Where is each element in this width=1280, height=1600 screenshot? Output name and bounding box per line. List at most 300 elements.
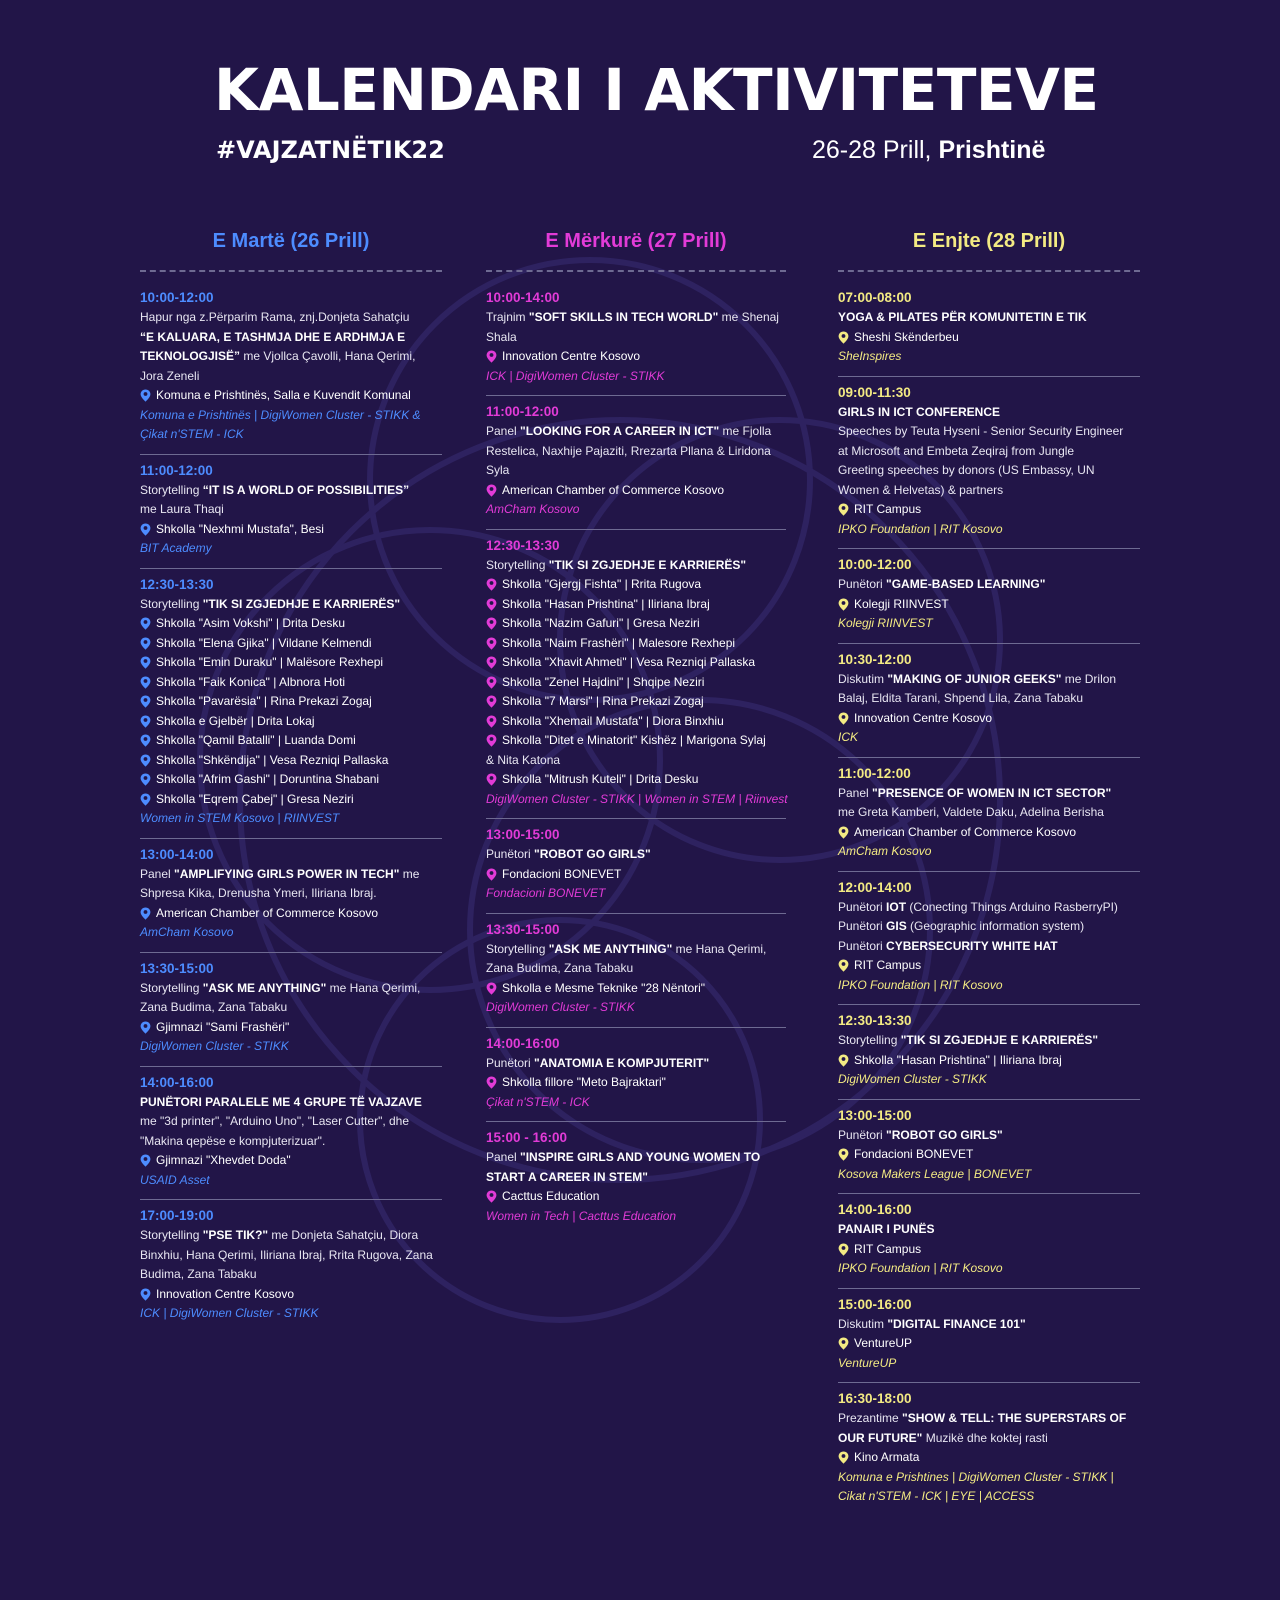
location-pin-icon [140, 656, 151, 669]
dashed-divider [140, 270, 442, 272]
event-time: 13:30-15:00 [140, 960, 214, 976]
event-description: Prezantime "SHOW & TELL: THE SUPERSTARS OF [838, 1411, 1127, 1425]
event-item [140, 1067, 442, 1201]
location-pin-icon [838, 712, 849, 725]
event-description: Speeches by Teuta Hyseni - Senior Security Engineer [838, 424, 1124, 438]
event-time: 14:00-16:00 [838, 1202, 912, 1217]
event-organizer: Komuna e Prishtinës | DigiWomen Cluster - STIKK & [140, 407, 421, 422]
bold-text: "TIK SI ZGJEDHJE E KARRIERËS" [202, 596, 401, 611]
location-text: Shkolla "Zenel Hajdini" | Shqipe Neziri [502, 674, 705, 689]
location [140, 770, 442, 790]
event-description: Shala [486, 329, 517, 344]
event-description: at Microsoft and Embeta Zeqiraj from Jungle [838, 443, 1075, 458]
location-text: Shkolla "Hasan Prishtina" | Iliriana Ibraj [502, 596, 710, 611]
location [838, 328, 1140, 348]
event-item [838, 1383, 1140, 1516]
location [486, 979, 786, 999]
event-organizer: Çikat n'STEM - ICK [140, 427, 244, 441]
event-description: Women & Helvetas) & partners [838, 482, 1004, 497]
event-organizer: IPKO Foundation | RIT Kosovo [838, 521, 1003, 536]
page-title: KALENDARI I AKTIVITETEVE [214, 56, 1099, 124]
event-time: 12:30-13:30 [486, 537, 560, 553]
location [838, 500, 1140, 520]
location-pin-icon [140, 676, 151, 689]
location-pin-icon [486, 773, 497, 786]
event-description: me Greta Kamberi, Valdete Daku, Adelina Berisha [838, 805, 1104, 819]
event-item [838, 644, 1140, 758]
event-organizer: AmCham Kosovo [838, 844, 932, 858]
location [486, 1073, 786, 1093]
dates-city: Prishtinë [938, 136, 1046, 164]
location-pin-icon [838, 826, 849, 839]
location-text: Kolegji RIINVEST [854, 596, 949, 611]
location [140, 634, 442, 654]
event-time: 09:00-11:30 [838, 384, 911, 400]
location-text: Kino Armata [854, 1450, 920, 1464]
bold-text: "ASK ME ANYTHING" [548, 941, 673, 956]
event-organizer: Kosova Makers League | BONEVET [838, 1166, 1032, 1181]
event-item [838, 872, 1140, 1006]
dashed-divider [838, 270, 1140, 272]
location-pin-icon [486, 578, 497, 591]
bold-text: TEKNOLOGJISË” [140, 349, 241, 363]
event-description: Binxhiu, Hana Qerimi, Iliriana Ibraj, Rrita Rugova, Zana [140, 1247, 433, 1262]
bold-text: CYBERSECURITY WHITE HAT [886, 938, 1058, 953]
event-item [838, 377, 1140, 550]
location-text: RIT Campus [854, 502, 922, 516]
event-description: Greeting speeches by donors (US Embassy, UN [838, 463, 1095, 477]
bold-text: IOT [886, 899, 907, 914]
location [140, 751, 442, 771]
location-text: Shkolla e Gjelbër | Drita Lokaj [156, 713, 315, 728]
bold-text: "INSPIRE GIRLS AND YOUNG WOMEN TO [520, 1150, 761, 1164]
event-description: Restelica, Naxhije Pajaziti, Rrezarta Pllana & Liridona [486, 443, 771, 458]
event-time: 10:30-12:00 [838, 651, 912, 667]
location-pin-icon [140, 389, 151, 402]
bold-text: "DIGITAL FINANCE 101" [887, 1316, 1026, 1331]
location-text: Innovation Centre Kosovo [854, 710, 993, 725]
event-description: Budima, Zana Tabaku [140, 1267, 257, 1281]
event-item [486, 1028, 786, 1123]
event-time: 11:00-12:00 [486, 404, 559, 419]
event-description: Punëtori "ROBOT GO GIRLS" [838, 1127, 1003, 1142]
location-text: Cacttus Education [502, 1189, 600, 1203]
event-item [838, 758, 1140, 872]
event-time: 15:00 - 16:00 [486, 1130, 568, 1145]
location [486, 770, 786, 790]
event-item [838, 549, 1140, 644]
event-organizer: AmCham Kosovo [140, 925, 234, 939]
event-organizer: Cikat n'STEM - ICK | EYE | ACCESS [838, 1489, 1035, 1503]
location [140, 653, 442, 673]
location-text: Shkolla "Nexhmi Mustafa", Besi [156, 521, 324, 536]
bold-text: OUR FUTURE" [838, 1430, 923, 1445]
location-text: Shkolla "Shkëndija" | Vesa Rezniqi Pallaska [156, 752, 389, 767]
bold-text: "TIK SI ZGJEDHJE E KARRIERËS" [900, 1033, 1099, 1047]
location-pin-icon [486, 734, 497, 747]
event-description: me Laura Thaqi [140, 502, 224, 516]
location-text: Komuna e Prishtinës, Salla e Kuvendit Komunal [156, 388, 411, 402]
location-text: Shkolla "Faik Konica" | Albnora Hoti [156, 674, 346, 689]
location-text: Shkolla "7 Marsi" | Rina Prekazi Zogaj [502, 694, 704, 708]
location [140, 712, 442, 732]
location [838, 1448, 1140, 1468]
day-column-wednesday [486, 230, 786, 1235]
bold-text: “E KALUARA, E TASHMJA DHE E ARDHMJA E [140, 329, 406, 344]
event-time: 15:00-16:00 [838, 1296, 912, 1312]
location [486, 731, 786, 751]
event-item [486, 282, 786, 396]
event-description: Shpresa Kika, Drenusha Ymeri, Iliriana Ibraj. [140, 886, 377, 900]
location-pin-icon [838, 1148, 849, 1161]
event-time: 12:30-13:30 [838, 1013, 912, 1028]
location [140, 673, 442, 693]
bold-text: YOGA & PILATES PËR KOMUNITETIN E TIK [838, 310, 1087, 324]
bold-text: GIS [886, 919, 907, 933]
event-item [838, 1100, 1140, 1195]
event-organizer: ICK | DigiWomen Cluster - STIKK [486, 368, 665, 383]
event-item [838, 1289, 1140, 1384]
location [140, 790, 442, 810]
location-pin-icon [486, 484, 497, 497]
location-pin-icon [486, 598, 497, 611]
location [140, 1285, 442, 1305]
event-item [140, 282, 442, 455]
location-pin-icon [140, 1021, 151, 1034]
event-description: Panel "PRESENCE OF WOMEN IN ICT SECTOR" [838, 785, 1112, 800]
location [838, 1051, 1140, 1071]
event-description: Punëtori "ROBOT GO GIRLS" [486, 847, 651, 861]
location-pin-icon [838, 959, 849, 972]
location [140, 1151, 442, 1171]
event-organizer: IPKO Foundation | RIT Kosovo [838, 1261, 1003, 1275]
location [486, 614, 786, 634]
event-item [140, 953, 442, 1067]
event-organizer: IPKO Foundation | RIT Kosovo [838, 977, 1003, 992]
location-text: American Chamber of Commerce Kosovo [156, 905, 379, 920]
location-text: Fondacioni BONEVET [854, 1147, 974, 1161]
event-dates [812, 136, 1045, 165]
location-text: Innovation Centre Kosovo [502, 349, 641, 363]
day-column-tuesday [140, 230, 442, 1333]
event-item [140, 455, 442, 569]
event-description: Hapur nga z.Përparim Rama, znj.Donjeta Sahatçiu [140, 310, 410, 324]
event-time: 13:00-15:00 [486, 827, 560, 842]
event-organizer: DigiWomen Cluster - STIKK [486, 1000, 635, 1014]
location [838, 595, 1140, 615]
location [486, 1187, 786, 1207]
location-pin-icon [486, 350, 497, 363]
location [486, 595, 786, 615]
location [486, 673, 786, 693]
location [838, 1334, 1140, 1354]
bold-text: GIRLS IN ICT CONFERENCE [838, 404, 1001, 419]
event-item [140, 839, 442, 953]
location-pin-icon [838, 1243, 849, 1256]
location-pin-icon [486, 982, 497, 995]
location-text: Shkolla fillore "Meto Bajraktari" [502, 1075, 666, 1089]
location-text: Shkolla e Mesme Teknike "28 Nëntori" [502, 980, 706, 995]
event-description: Punëtori CYBERSECURITY WHITE HAT [838, 938, 1058, 953]
bold-text: "PRESENCE OF WOMEN IN ICT SECTOR" [872, 785, 1112, 800]
location-text: Shkolla "Nazim Gafuri" | Gresa Neziri [502, 616, 700, 630]
location-text: Shkolla "Qamil Batalli" | Luanda Domi [156, 733, 356, 747]
location-pin-icon [140, 523, 151, 536]
event-organizer: DigiWomen Cluster - STIKK | Women in STEM | Riinvest [486, 791, 788, 806]
location-pin-icon [140, 734, 151, 747]
location-text: Shkolla "Pavarësia" | Rina Prekazi Zogaj [156, 694, 372, 708]
event-item [838, 1005, 1140, 1100]
location [838, 1145, 1140, 1165]
dates-range: 26-28 Prill, [812, 136, 939, 164]
event-description: Panel "LOOKING FOR A CAREER IN ICT" me Fjolla [486, 424, 772, 438]
event-description: Panel "AMPLIFYING GIRLS POWER IN TECH" me [140, 866, 420, 881]
event-time: 07:00-08:00 [838, 290, 912, 305]
event-time: 14:00-16:00 [486, 1035, 560, 1051]
bold-text: PUNËTORI PARALELE ME 4 GRUPE TË VAJZAVE [140, 1094, 422, 1109]
location-pin-icon [486, 1190, 497, 1203]
event-item [486, 1122, 786, 1235]
bold-text: PANAIR I PUNËS [838, 1222, 935, 1236]
event-organizer: Women in STEM Kosovo | RIINVEST [140, 811, 340, 825]
event-time: 16:30-18:00 [838, 1391, 912, 1406]
day-column-thursday [838, 230, 1140, 1516]
event-organizer: AmCham Kosovo [486, 502, 580, 516]
bold-text: START A CAREER IN STEM" [486, 1169, 648, 1184]
location-pin-icon [140, 715, 151, 728]
event-organizer: Kolegji RIINVEST [838, 616, 933, 630]
event-description [838, 403, 1140, 423]
bold-text: "ASK ME ANYTHING" [202, 980, 327, 995]
location-text: Shkolla "Asim Vokshi" | Drita Desku [156, 616, 346, 630]
event-description: Storytelling "TIK SI ZGJEDHJE E KARRIERËS" [140, 596, 401, 611]
location [140, 731, 442, 751]
day-title: E Martë (26 Prill) [212, 230, 370, 252]
location-text: RIT Campus [854, 958, 922, 972]
day-title: E Enjte (28 Prill) [912, 230, 1066, 252]
location-text: Shkolla "Elena Gjika" | Vildane Kelmendi [156, 635, 372, 650]
event-description [140, 328, 442, 348]
event-description: Punëtori "GAME-BASED LEARNING" [838, 577, 1046, 591]
event-description [140, 1093, 442, 1113]
event-organizer: ICK [838, 730, 859, 744]
location-pin-icon [140, 793, 151, 806]
location-text: American Chamber of Commerce Kosovo [502, 482, 725, 497]
location-text: American Chamber of Commerce Kosovo [854, 824, 1077, 839]
location-text: Shkolla "Afrim Gashi" | Doruntina Shabani [156, 772, 380, 786]
location-text: Shkolla "Emin Duraku" | Malësore Rexhepi [156, 655, 384, 669]
event-item [838, 282, 1140, 377]
event-time: 10:00-12:00 [140, 290, 214, 305]
location [838, 823, 1140, 843]
event-description: Storytelling “IT IS A WORLD OF POSSIBILITIES” [140, 482, 410, 497]
location-pin-icon [486, 1076, 497, 1089]
bold-text: “IT IS A WORLD OF POSSIBILITIES” [202, 482, 410, 497]
location-text: Shkolla "Gjergj Fishta" | Rrita Rugova [502, 577, 702, 591]
event-time: 12:30-13:30 [140, 576, 214, 592]
event-description: Punëtori GIS (Geographic information system) [838, 919, 1085, 933]
bold-text: "ROBOT GO GIRLS" [534, 847, 651, 861]
location-pin-icon [486, 617, 497, 630]
location-pin-icon [140, 907, 151, 920]
location-pin-icon [140, 637, 151, 650]
bold-text: "MAKING OF JUNIOR GEEKS" [887, 671, 1062, 686]
location-text: Shkolla "Xhavit Ahmeti" | Vesa Rezniqi Pallaska [502, 655, 756, 669]
event-description: Storytelling "TIK SI ZGJEDHJE E KARRIERËS" [486, 557, 747, 572]
event-time: 13:00-14:00 [140, 846, 214, 862]
event-time: 12:00-14:00 [838, 879, 912, 895]
bold-text: "PSE TIK?" [202, 1228, 269, 1242]
bold-text: "AMPLIFYING GIRLS POWER IN TECH" [174, 866, 400, 881]
hashtag: #VAJZATNËTIK22 [216, 136, 445, 164]
event-description: & Nita Katona [486, 752, 561, 767]
location [486, 865, 786, 885]
location-pin-icon [486, 695, 497, 708]
event-time: 11:00-12:00 [838, 765, 911, 781]
location [486, 575, 786, 595]
event-time: 17:00-19:00 [140, 1208, 214, 1223]
location-text: VentureUP [854, 1336, 913, 1350]
location-text: Shkolla "Hasan Prishtina" | Iliriana Ibraj [854, 1052, 1062, 1067]
event-organizer: DigiWomen Cluster - STIKK [838, 1072, 987, 1086]
event-organizer: Çikat n'STEM - ICK [486, 1094, 590, 1109]
event-description: OUR FUTURE" Muzikë dhe koktej rasti [838, 1430, 1048, 1445]
event-organizer: SheInspires [838, 349, 902, 363]
location [838, 709, 1140, 729]
event-item [486, 530, 786, 820]
location-pin-icon [486, 637, 497, 650]
event-description [486, 1168, 786, 1188]
bold-text: "SOFT SKILLS IN TECH WORLD" [528, 310, 719, 324]
location-text: Shkolla "Xhemail Mustafa" | Diora Binxhiu [502, 713, 724, 728]
event-time: 14:00-16:00 [140, 1074, 214, 1090]
event-item [838, 1194, 1140, 1289]
event-description: Diskutim "DIGITAL FINANCE 101" [838, 1316, 1026, 1331]
bold-text: "ROBOT GO GIRLS" [886, 1127, 1003, 1142]
event-item [486, 914, 786, 1028]
event-description: Panel "INSPIRE GIRLS AND YOUNG WOMEN TO [486, 1150, 761, 1164]
event-item [140, 569, 442, 839]
event-organizer: DigiWomen Cluster - STIKK [140, 1039, 289, 1053]
location-pin-icon [838, 331, 849, 344]
event-organizer: Komuna e Prishtines | DigiWomen Cluster - STIKK | [838, 1469, 1114, 1484]
event-description [838, 1220, 1140, 1240]
location-pin-icon [140, 773, 151, 786]
location-pin-icon [838, 1451, 849, 1464]
event-description: Balaj, Eldita Tarani, Shpend Lila, Zana Tabaku [838, 691, 1084, 705]
event-organizer: VentureUP [838, 1355, 897, 1370]
event-description [838, 308, 1140, 328]
event-time: 11:00-12:00 [140, 462, 213, 478]
event-description: Syla [486, 463, 510, 477]
location-text: Shkolla "Naim Frashëri" | Malesore Rexhepi [502, 635, 736, 650]
location [838, 1240, 1140, 1260]
location-pin-icon [140, 617, 151, 630]
day-title: E Mërkurë (27 Prill) [545, 230, 727, 252]
event-description: Storytelling "ASK ME ANYTHING" me Hana Qerimi, [140, 980, 421, 995]
bold-text: "ANATOMIA E KOMPJUTERIT" [534, 1055, 710, 1070]
dashed-divider [486, 270, 786, 272]
location-text: Sheshi Skënderbeu [854, 329, 959, 344]
location-pin-icon [140, 695, 151, 708]
location-text: RIT Campus [854, 1241, 922, 1256]
event-description: me "3d printer", "Arduino Uno", "Laser Cutter", dhe [140, 1114, 410, 1128]
location-text: Gjimnazi "Xhevdet Doda" [156, 1153, 291, 1167]
event-description: Jora Zeneli [140, 368, 200, 383]
location-text: Shkolla "Mitrush Kuteli" | Drita Desku [502, 772, 699, 786]
location-text: Fondacioni BONEVET [502, 866, 622, 881]
event-description: Storytelling "TIK SI ZGJEDHJE E KARRIERËS" [838, 1033, 1099, 1047]
event-organizer: Fondacioni BONEVET [486, 886, 606, 900]
event-description: Zana Budima, Zana Tabaku [140, 1000, 288, 1014]
event-description: Diskutim "MAKING OF JUNIOR GEEKS" me Drilon [838, 671, 1117, 686]
event-time: 13:30-15:00 [486, 921, 560, 937]
location-pin-icon [838, 1337, 849, 1350]
location-pin-icon [140, 754, 151, 767]
location-text: Shkolla "Eqrem Çabej" | Gresa Neziri [156, 791, 354, 806]
event-description: TEKNOLOGJISË” me Vjollca Çavolli, Hana Qerimi, [140, 349, 416, 363]
event-list [486, 282, 786, 1235]
location-pin-icon [838, 503, 849, 516]
location [140, 1018, 442, 1038]
event-description: Punëtori "ANATOMIA E KOMPJUTERIT" [486, 1055, 710, 1070]
event-list [838, 282, 1140, 1516]
location-text: Gjimnazi "Sami Frashëri" [156, 1019, 290, 1034]
bold-text: "SHOW & TELL: THE SUPERSTARS OF [902, 1411, 1127, 1425]
event-organizer: BIT Academy [140, 541, 212, 555]
event-description: Punëtori IOT (Conecting Things Arduino RasberryPI) [838, 899, 1118, 914]
event-description: Storytelling "PSE TIK?" me Donjeta Sahatçiu, Diora [140, 1228, 419, 1242]
event-list [140, 282, 442, 1333]
location-pin-icon [486, 715, 497, 728]
bold-text: "TIK SI ZGJEDHJE E KARRIERËS" [548, 557, 747, 572]
bold-text: "LOOKING FOR A CAREER IN ICT" [520, 424, 720, 438]
event-item [140, 1200, 442, 1333]
location-pin-icon [140, 1288, 151, 1301]
event-description: Trajnim "SOFT SKILLS IN TECH WORLD" me Shenaj [486, 310, 779, 324]
location [486, 653, 786, 673]
location-pin-icon [486, 656, 497, 669]
event-organizer: USAID Asset [140, 1172, 210, 1187]
event-time: 10:00-14:00 [486, 290, 560, 305]
location [486, 634, 786, 654]
location [486, 481, 786, 501]
event-description: Zana Budima, Zana Tabaku [486, 961, 634, 975]
location-pin-icon [486, 676, 497, 689]
location-pin-icon [838, 598, 849, 611]
event-item [486, 819, 786, 914]
event-organizer: Women in Tech | Cacttus Education [486, 1208, 677, 1223]
event-organizer: ICK | DigiWomen Cluster - STIKK [140, 1306, 319, 1320]
event-item [486, 396, 786, 530]
location [140, 520, 442, 540]
event-time: 10:00-12:00 [838, 557, 912, 572]
event-description: "Makina qepëse e kompjuterizuar". [140, 1133, 326, 1148]
location [140, 692, 442, 712]
location-pin-icon [140, 1154, 151, 1167]
location-pin-icon [486, 868, 497, 881]
location [486, 347, 786, 367]
location-pin-icon [838, 1054, 849, 1067]
bold-text: "GAME-BASED LEARNING" [886, 577, 1046, 591]
location [140, 614, 442, 634]
location [140, 904, 442, 924]
location [486, 692, 786, 712]
location-text: Shkolla "Ditet e Minatorit" Kishëz | Marigona Sylaj [502, 733, 766, 747]
event-description: Storytelling "ASK ME ANYTHING" me Hana Qerimi, [486, 941, 767, 956]
location-text: Innovation Centre Kosovo [156, 1286, 295, 1301]
location [838, 956, 1140, 976]
